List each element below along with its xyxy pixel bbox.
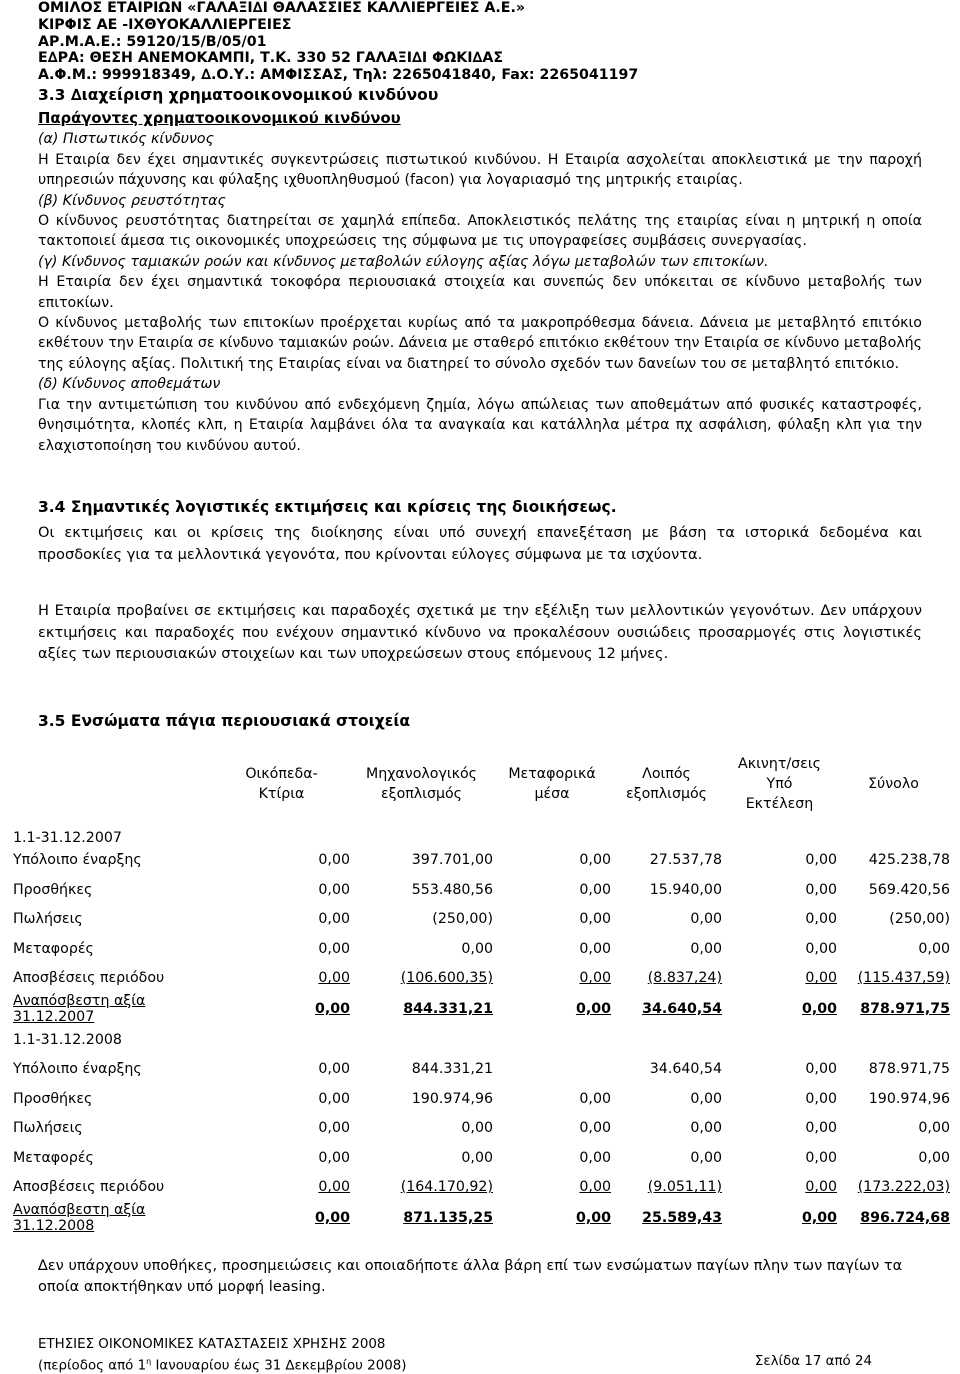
- row-label: Πωλήσεις: [13, 911, 83, 928]
- header-line: Ε∆ΡΑ: ΘΕΣΗ ΑΝΕΜΟΚΑΜΠΙ, Τ.Κ. 330 52 ΓΑΛΑΞΙ∆Ι ΦΩΚΙ∆ΑΣ: [38, 50, 504, 67]
- cell-value: (115.437,59): [857, 970, 950, 987]
- cell-value: 844.331,21: [411, 1061, 493, 1078]
- row-label: Αναπόσβεστη αξία 31.12.2008: [13, 1202, 146, 1234]
- cell-value: 569.420,56: [868, 881, 950, 898]
- cell-value: 878.971,75: [868, 1061, 950, 1078]
- row-label: Πωλήσεις: [13, 1120, 83, 1137]
- cell-value: 0,00: [318, 1179, 350, 1196]
- cell-value: 0,00: [690, 940, 722, 957]
- row-label: Υπόλοιπο έναρξης: [13, 852, 142, 869]
- row-label: Αποσβέσεις περιόδου: [13, 970, 165, 987]
- period-row: [13, 1025, 950, 1055]
- section-3-4-paragraph-1: Οι εκτιµήσεις και οι κρίσεις της διοίκησης είναι υπό συνεχή επανεξέταση µε βάση τα ιστορικά δεδοµένα και προσδοκίες για τα µελλοντικά γεγονότα, που κρίνονται εύλογες σύµφωνα µε τα ισχύοντα.: [38, 524, 922, 563]
- header-line: ΚΙΡΦΙΣ ΑΕ -ΙΧΘΥΟΚΑΛΛΙΕΡΓΕΙΕΣ: [38, 16, 292, 33]
- subsection-title: Παράγοντες χρηµατοοικονοµικού κινδύνου: [38, 110, 401, 127]
- subheading-inventory-risk: (δ) Κίνδυνος αποθεµάτων: [38, 376, 221, 393]
- subheading-liquidity-risk: (β) Κίνδυνος ρευστότητας: [38, 192, 226, 209]
- cell-value: 0,00: [461, 1149, 493, 1166]
- column-header: Μηχανολογικός εξοπλισµός: [365, 766, 478, 802]
- cell-value: 0,00: [575, 1210, 611, 1226]
- cell-value: 844.331,21: [403, 1001, 493, 1017]
- footer-period: (περίοδος από $1^\eta$ Ιανουαρίου έως 31 ∆εκεµβρίου 2008): [38, 1357, 407, 1374]
- header-line: Α.Φ.Μ.: 999918349, ∆.Ο.Υ.: ΑΜΦΙΣΣΑΣ, Τηλ: 2265041840, Fax: 2265041197: [38, 67, 639, 84]
- row-label: Αναπόσβεστη αξία 31.12.2007: [13, 993, 146, 1025]
- table-row: [13, 1202, 950, 1234]
- cell-value: 896.724,68: [860, 1210, 950, 1226]
- cell-value: 190.974,96: [411, 1090, 493, 1107]
- company-header: [38, 0, 638, 84]
- header-line: ΟΜΙΛΟΣ ΕΤΑΙΡΙΩΝ «ΓΑΛΑΞΙ∆Ι ΘΑΛΑΣΣΙΕΣ ΚΑΛΛΙΕΡΓΕΙΕΣ Α.Ε.»: [38, 0, 526, 16]
- cell-value: 0,00: [805, 940, 837, 957]
- cell-value: 0,00: [318, 1120, 350, 1137]
- paragraph-interest-risk-1: Η Εταιρία δεν έχει σηµαντικά τοκοφόρα περιουσιακά στοιχεία και συνεπώς δεν υπόκειται σε κίνδυνο µεταβολής των επιτοκίων.: [38, 274, 922, 311]
- fixed-assets-table: [13, 752, 950, 1234]
- cell-value: 0,00: [314, 1001, 350, 1017]
- row-label: Προσθήκες: [13, 1090, 93, 1107]
- cell-value: 0,00: [690, 1090, 722, 1107]
- cell-value: 0,00: [318, 940, 350, 957]
- table-row: [13, 846, 950, 876]
- cell-value: 0,00: [805, 852, 837, 869]
- section-3-3-body: [38, 109, 922, 456]
- cell-value: 0,00: [690, 1120, 722, 1137]
- cell-value: 0,00: [579, 1120, 611, 1137]
- section-3-4-title: 3.4 Σηµαντικές λογιστικές εκτιµήσεις και κρίσεις της διοικήσεως.: [38, 498, 617, 516]
- cell-value: 0,00: [318, 1090, 350, 1107]
- table-row: [13, 1143, 950, 1173]
- cell-value: 0,00: [579, 1179, 611, 1196]
- cell-value: 0,00: [690, 1149, 722, 1166]
- row-label: Μεταφορές: [13, 940, 94, 957]
- cell-value: 397.701,00: [411, 852, 493, 869]
- cell-value: (250,00): [889, 911, 950, 928]
- cell-value: 0,00: [918, 1120, 950, 1137]
- cell-value: 190.974,96: [868, 1090, 950, 1107]
- cell-value: 0,00: [579, 852, 611, 869]
- table-row: [13, 1084, 950, 1114]
- period-label: 1.1-31.12.2008: [13, 1031, 122, 1048]
- cell-value: 0,00: [805, 1061, 837, 1078]
- column-header: Οικόπεδα- Κτίρια: [245, 766, 318, 802]
- row-label: Υπόλοιπο έναρξης: [13, 1061, 142, 1078]
- cell-value: 0,00: [801, 1001, 837, 1017]
- table-row: [13, 905, 950, 935]
- section-3-3-title: 3.3 ∆ιαχείριση χρηµατοοικονοµικού κινδύνου: [38, 86, 439, 104]
- period-row: [13, 816, 950, 846]
- cell-value: 0,00: [918, 1149, 950, 1166]
- cell-value: 0,00: [579, 940, 611, 957]
- cell-value: 425.238,78: [868, 852, 950, 869]
- cell-value: 553.480,56: [411, 881, 493, 898]
- header-line: ΑΡ.Μ.Α.Ε.: 59120/15/Β/05/01: [38, 33, 267, 50]
- cell-value: 15.940,00: [649, 881, 722, 898]
- row-label: Αποσβέσεις περιόδου: [13, 1179, 165, 1196]
- cell-value: 0,00: [575, 1001, 611, 1017]
- cell-value: 878.971,75: [860, 1001, 950, 1017]
- cell-value: 0,00: [805, 881, 837, 898]
- column-header: Σύνολο: [868, 776, 919, 792]
- cell-value: (106.600,35): [400, 970, 493, 987]
- column-header: Μεταφορικά µέσα: [508, 766, 596, 802]
- cell-value: 27.537,78: [649, 852, 722, 869]
- cell-value: 0,00: [318, 1149, 350, 1166]
- paragraph-inventory-risk: Για την αντιµετώπιση του κινδύνου από ενδεχόµενη ζηµία, λόγω απώλειας των αποθεµάτων από φυσικές καταστροφές, θνησιµότητα, κλοπές κλπ, η Εταιρία λαµβάνει όλα τα αναγκαία και κατάλληλα µέτρα πχ ασφάλιση, φύλαξη κλπ για την ελαχιστοποίηση του κινδύνου αυτού.: [38, 396, 922, 454]
- section-3-4-paragraph-2: Η Εταιρία προβαίνει σε εκτιµήσεις και παραδοχές σχετικά µε την εξέλιξη των µελλοντικών γεγονότων. ∆εν υπάρχουν εκτιµήσεις και παραδοχές που ενέχουν σηµαντικό κίνδυνο να προκαλέσουν ουσιώδεις προσαρµογές στις λογιστικές αξίες των περιουσιακών στοιχείων και των υποχρεώσεων στους επόµενους 12 µήνες.: [38, 602, 922, 662]
- cell-value: 34.640,54: [642, 1001, 722, 1017]
- cell-value: 0,00: [805, 970, 837, 987]
- cell-value: [493, 1055, 611, 1085]
- row-label: Μεταφορές: [13, 1149, 94, 1166]
- cell-value: 0,00: [318, 911, 350, 928]
- cell-value: 0,00: [805, 1090, 837, 1107]
- cell-value: (173.222,03): [857, 1179, 950, 1196]
- cell-value: 0,00: [579, 1090, 611, 1107]
- table-body-2008: [13, 1055, 950, 1235]
- cell-value: 0,00: [579, 911, 611, 928]
- cell-value: 0,00: [318, 970, 350, 987]
- table-row: [13, 875, 950, 905]
- subheading-credit-risk: (α) Πιστωτικός κίνδυνος: [38, 131, 214, 148]
- cell-value: 0,00: [318, 852, 350, 869]
- footer-title: ΕΤΗΣΙΕΣ ΟΙΚΟΝΟΜΙΚΕΣ ΚΑΤΑΣΤΑΣΕΙΣ ΧΡΗΣΗΣ 2008: [38, 1337, 386, 1352]
- table-row: [13, 1055, 950, 1085]
- cell-value: 871.135,25: [403, 1210, 493, 1226]
- cell-value: 0,00: [805, 1149, 837, 1166]
- cell-value: 0,00: [461, 940, 493, 957]
- table-row: [13, 1114, 950, 1144]
- subheading-interest-risk: (γ) Κίνδυνος ταµιακών ροών και κίνδυνος µεταβολών εύλογης αξίας λόγω µεταβολών των επιτοκίων.: [38, 253, 769, 270]
- cell-value: 0,00: [690, 911, 722, 928]
- table-body-2007: [13, 846, 950, 1026]
- cell-value: 0,00: [805, 1120, 837, 1137]
- cell-value: 0,00: [805, 911, 837, 928]
- cell-value: 25.589,43: [642, 1210, 722, 1226]
- table-header-row: [13, 752, 950, 816]
- paragraph-liquidity-risk: Ο κίνδυνος ρευστότητας διατηρείται σε χαµηλά επίπεδα. Αποκλειστικός πελάτης της εταιρίας είναι η µητρική η οποία τακτοποιεί άµεσα τις οικονοµικές υποχρεώσεις της σύµφωνα µε τις υπογραφείσες συµβάσεις συνεργασίας.: [38, 213, 922, 250]
- row-label: Προσθήκες: [13, 881, 93, 898]
- cell-value: 0,00: [318, 881, 350, 898]
- cell-value: 0,00: [579, 881, 611, 898]
- cell-value: (164.170,92): [400, 1179, 493, 1196]
- cell-value: (8.837,24): [647, 970, 722, 987]
- cell-value: 0,00: [579, 1149, 611, 1166]
- paragraph-credit-risk: Η Εταιρία δεν έχει σηµαντικές συγκεντρώσεις πιστωτικού κινδύνου. Η Εταιρία ασχολείται αποκλειστικά µε την παροχή υπηρεσιών πάχυνσης και φύλαξης ιχθυοπληθυσµού (facon) για λογαριασµό της µητρικής εταιρίας.: [38, 151, 922, 189]
- cell-value: 0,00: [805, 1179, 837, 1196]
- cell-value: 0,00: [461, 1120, 493, 1137]
- page-footer: [38, 1336, 910, 1374]
- table-row: [13, 934, 950, 964]
- cell-value: 34.640,54: [649, 1061, 722, 1078]
- column-header: Ακινητ/σεις Υπό Εκτέλεση: [738, 756, 821, 812]
- cell-value: 0,00: [314, 1210, 350, 1226]
- cell-value: 0,00: [579, 970, 611, 987]
- page-number: Σελίδα 17 από 24: [754, 1354, 872, 1369]
- table-row: [13, 964, 950, 994]
- table-row: [13, 993, 950, 1025]
- leasing-note: ∆εν υπάρχουν υποθήκες, προσηµειώσεις και οποιαδήποτε άλλα βάρη επί των ενσώµατων παγίων πλην των παγίων τα οποία αποκτήθηκαν υπό µορφή leasing.: [38, 1257, 903, 1295]
- cell-value: 0,00: [918, 940, 950, 957]
- column-header: Λοιπός εξοπλισµός: [625, 766, 708, 802]
- cell-value: (9.051,11): [647, 1179, 722, 1196]
- period-label: 1.1-31.12.2007: [13, 829, 122, 846]
- section-3-5-title: 3.5 Ενσώµατα πάγια περιουσιακά στοιχεία: [38, 712, 411, 730]
- cell-value: 0,00: [801, 1210, 837, 1226]
- cell-value: (250,00): [432, 911, 493, 928]
- paragraph-interest-risk-2: Ο κίνδυνος µεταβολής των επιτοκίων προέρχεται κυρίως από τα µακροπρόθεσµα δάνεια. ∆άνεια µε µεταβλητό επιτόκιο εκθέτουν την Εταιρία σε κίνδυνο ταµιακών ροών. ∆άνεια µε σταθερό επιτόκιο εκθέτουν την Εταιρία σε κίνδυνο µεταβολής της εύλογης αξίας. Πολιτική της Εταιρίας είναι να διατηρεί το σύνολο σχεδόν των δανείων του σε µεταβλητό επιτόκιο.: [38, 315, 922, 372]
- cell-value: 0,00: [318, 1061, 350, 1078]
- table-row: [13, 1173, 950, 1203]
